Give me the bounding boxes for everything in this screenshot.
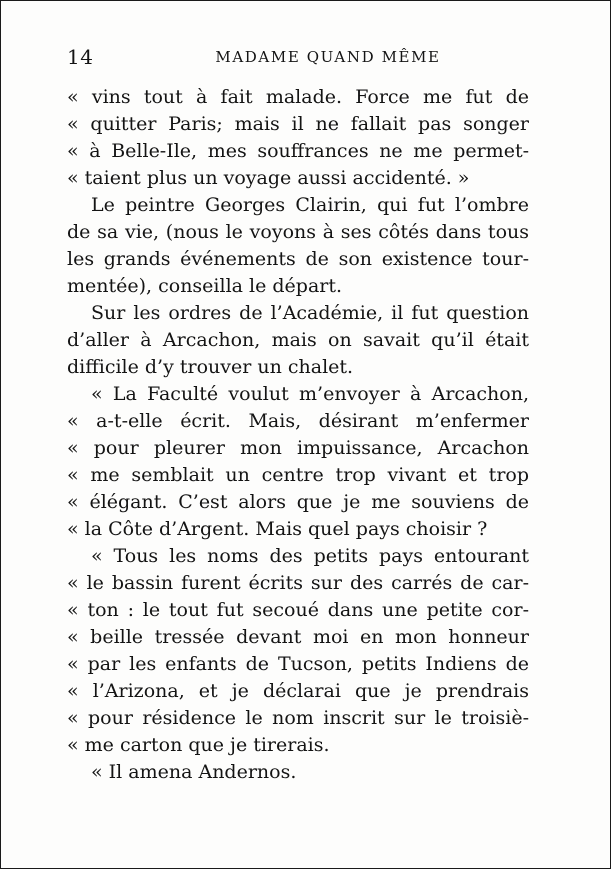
text-line: « ton : le tout fut secoué dans une petite cor- [67,599,529,621]
text-line: difficile d’y trouver un chalet. [67,356,354,378]
text-line: « quitter Paris; mais il ne fallait pas songer [67,113,529,135]
text-line: d’aller à Arcachon, mais on savait qu’il était [67,329,529,351]
text-line: « me semblait un centre trop vivant et trop [67,464,529,486]
text-line: « beille tressée devant moi en mon honneur [67,626,529,648]
text-line: « a-t-elle écrit. Mais, désirant m’enfermer [67,410,529,432]
text-line: « à Belle-Ile, mes souffrances ne me permet- [67,140,529,162]
page-number: 14 [67,45,94,69]
text-line: Sur les ordres de l’Académie, il fut question [91,302,529,324]
text-line: de sa vie, (nous le voyons à ses côtés dans tous [67,221,529,243]
text-line: « la Côte d’Argent. Mais quel pays choisir ? [67,518,488,540]
text-line: « par les enfants de Tucson, petits Indiens de [67,653,529,675]
text-line: « Il amena Andernos. [91,761,297,783]
text-line: « pour pleurer mon impuissance, Arcachon [67,437,529,459]
text-line: « pour résidence le nom inscrit sur le troisiè- [67,707,529,729]
body-text [67,84,529,786]
text-line: « élégant. C’est alors que je me souviens de [67,491,529,513]
text-line: mentée), conseilla le départ. [67,275,343,297]
text-line: « l’Arizona, et je déclarai que je prendrais [67,680,529,702]
text-line: « Tous les noms des petits pays entourant [91,545,529,567]
text-line: « le bassin furent écrits sur des carrés de car- [67,572,529,594]
text-line: les grands événements de son existence tour- [67,248,529,270]
running-title: MADAME QUAND MÊME [215,48,441,66]
text-line: « taient plus un voyage aussi accidenté. » [67,167,470,189]
text-line: Le peintre Georges Clairin, qui fut l’ombre [91,194,529,216]
page-header [67,45,529,69]
text-line: « me carton que je tirerais. [67,734,330,756]
text-line: « La Faculté voulut m’envoyer à Arcachon, [91,383,529,405]
text-line: « vins tout à fait malade. Force me fut de [67,86,529,108]
